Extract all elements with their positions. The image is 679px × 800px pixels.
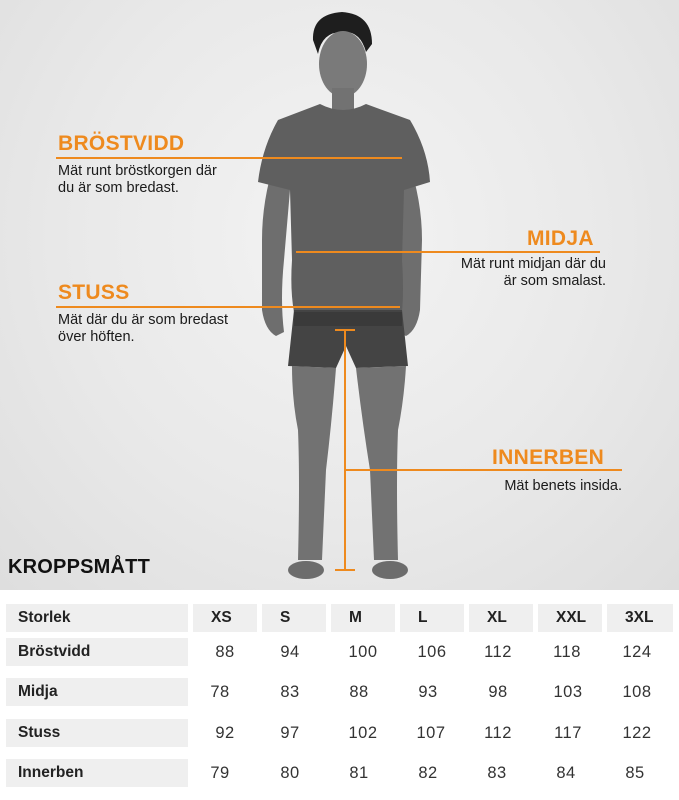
chest-desc-line2: du är som bredast.	[58, 180, 179, 196]
chest-l: 106	[417, 643, 447, 661]
waist-xxl: 103	[553, 683, 583, 701]
hip-xs: 92	[215, 724, 235, 742]
row-label-hip: Stuss	[6, 719, 188, 747]
inseam-s: 80	[280, 764, 300, 782]
hip-desc-line1: Mät där du är som bredast	[58, 312, 229, 328]
hip-s: 97	[280, 724, 300, 742]
inseam-description	[420, 478, 622, 495]
table-title: KROPPSMÅTT	[8, 556, 150, 578]
size-3xl: 3XL	[607, 604, 673, 632]
waist-s: 83	[280, 683, 300, 701]
inseam-desc-line1: Mät benets insida.	[504, 478, 622, 494]
hip-m: 102	[348, 724, 378, 742]
chest-m: 100	[348, 643, 378, 661]
hip-3xl: 122	[622, 724, 652, 742]
inseam-xxl: 84	[556, 764, 576, 782]
chest-label: BRÖSTVIDD	[58, 132, 185, 155]
size-xxl: XXL	[538, 604, 602, 632]
hip-label: STUSS	[58, 281, 130, 304]
table-row	[0, 678, 679, 706]
hip-l: 107	[416, 724, 446, 742]
table-header-row	[0, 604, 679, 632]
chest-xl: 112	[484, 643, 512, 661]
inseam-xs: 79	[210, 764, 230, 782]
header-label: Storlek	[6, 604, 188, 632]
hip-desc-line2: över höften.	[58, 329, 135, 345]
hip-xl: 112	[484, 724, 512, 742]
chest-3xl: 124	[622, 643, 652, 661]
inseam-xl: 83	[487, 764, 507, 782]
chest-desc-line1: Mät runt bröstkorgen där	[58, 163, 217, 179]
size-m: M	[331, 604, 395, 632]
waist-description	[420, 256, 606, 290]
waist-label: MIDJA	[527, 227, 594, 250]
row-label-inseam: Innerben	[6, 759, 188, 787]
size-l: L	[400, 604, 464, 632]
hip-xxl: 117	[554, 724, 582, 742]
chest-xs: 88	[215, 643, 235, 661]
row-label-waist: Midja	[6, 678, 188, 706]
size-xl: XL	[469, 604, 533, 632]
inseam-label: INNERBEN	[492, 446, 605, 469]
chest-description	[58, 163, 217, 197]
waist-l: 93	[418, 683, 438, 701]
table-row	[0, 759, 679, 787]
chest-xxl: 118	[553, 643, 581, 661]
waist-desc-line1: Mät runt midjan där du	[460, 256, 606, 272]
hip-description	[58, 312, 228, 346]
size-s: S	[262, 604, 326, 632]
table-row	[0, 638, 679, 666]
row-label-chest: Bröstvidd	[6, 638, 188, 666]
inseam-3xl: 85	[625, 764, 645, 782]
inseam-l: 82	[418, 764, 438, 782]
size-xs: XS	[193, 604, 257, 632]
chest-s: 94	[280, 643, 300, 661]
inseam-m: 81	[349, 764, 369, 782]
waist-m: 88	[349, 683, 369, 701]
waist-xs: 78	[210, 683, 230, 701]
table-row	[0, 719, 679, 747]
waist-desc-line2: är som smalast.	[503, 273, 606, 289]
waist-xl: 98	[488, 683, 508, 701]
waist-3xl: 108	[622, 683, 652, 701]
